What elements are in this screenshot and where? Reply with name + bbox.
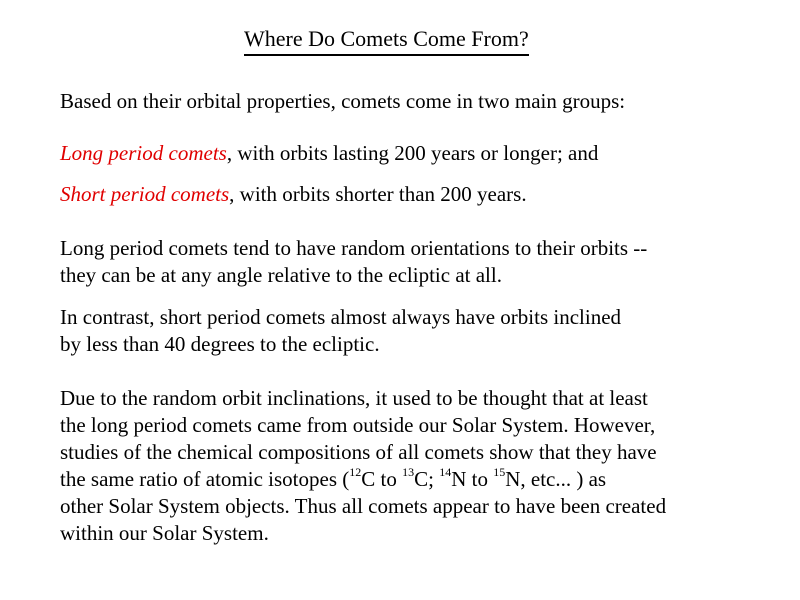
short-period-description: , with orbits shorter than 200 years. [229,182,527,206]
isotope-text-c-to: C to [361,467,403,491]
long-period-paragraph-line-1: Long period comets tend to have random orientations to their orbits -- [60,236,648,260]
long-period-description: , with orbits lasting 200 years or longer; and [226,141,599,165]
origin-paragraph-line-3: studies of the chemical compositions of all comets show that they have [60,440,657,464]
isotope-superscript-12: 12 [349,465,362,479]
short-period-term: Short period comets [60,182,230,206]
short-period-paragraph-line-1: In contrast, short period comets almost always have orbits inclined [60,305,622,329]
origin-paragraph-line-6: within our Solar System. [60,521,269,545]
origin-paragraph-line-1: Due to the random orbit inclinations, it used to be thought that at least [60,386,648,410]
long-period-item [60,141,598,165]
origin-paragraph-line-2: the long period comets came from outside our Solar System. However, [60,413,656,437]
isotope-superscript-15: 15 [493,465,506,479]
origin-paragraph-line-4 [60,467,606,491]
short-period-item [60,182,527,206]
intro-text: Based on their orbital properties, comets come in two main groups: [60,89,626,113]
isotope-text-c-semicolon: C; [414,467,440,491]
long-period-paragraph-line-2: they can be at any angle relative to the ecliptic at all. [60,263,502,287]
origin-paragraph-line-5: other Solar System objects. Thus all comets appear to have been created [60,494,667,518]
isotope-text-etc: N, etc... ) as [505,467,607,491]
slide-title: Where Do Comets Come From? [244,26,529,56]
isotope-text-n-to: N to [451,467,494,491]
isotope-superscript-13: 13 [402,465,415,479]
long-period-term: Long period comets [60,141,227,165]
isotope-superscript-14: 14 [439,465,452,479]
short-period-paragraph-line-2: by less than 40 degrees to the ecliptic. [60,332,380,356]
isotope-text-before: the same ratio of atomic isotopes ( [60,467,350,491]
